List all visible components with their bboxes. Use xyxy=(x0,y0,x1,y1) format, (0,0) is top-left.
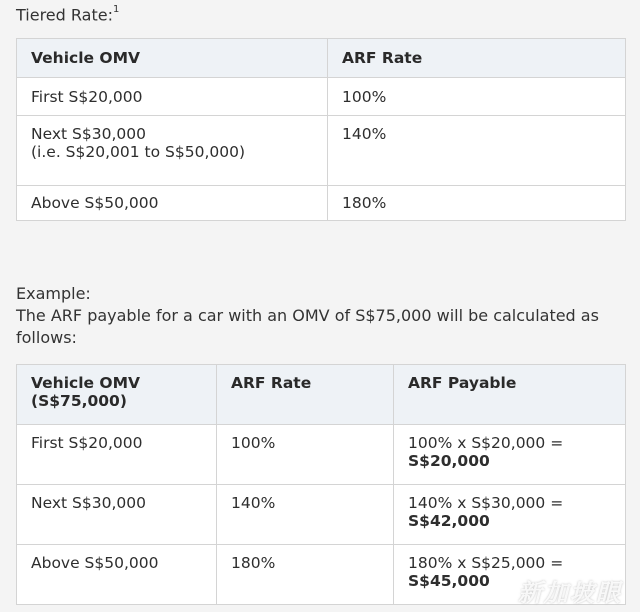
cell-payable xyxy=(394,425,626,485)
header-omv-text: Vehicle OMV xyxy=(31,374,141,392)
payable-result: S$20,000 xyxy=(408,452,490,470)
example-description: The ARF payable for a car with an OMV of S$75,000 will be calculated as follows: xyxy=(16,306,599,347)
example-label: Example: xyxy=(16,284,91,303)
omv-text: Next S$30,000 xyxy=(31,125,146,143)
cell-omv: First S$20,000 xyxy=(17,425,217,485)
cell-rate: 140% xyxy=(217,485,394,545)
heading-text: Tiered Rate: xyxy=(16,5,113,25)
cell-omv: First S$20,000 xyxy=(17,78,328,116)
arf-calculation-table xyxy=(16,364,626,605)
cell-omv: Next S$30,000 xyxy=(17,485,217,545)
example-text xyxy=(16,283,636,349)
header-arf-rate: ARF Rate xyxy=(328,39,626,78)
table-row xyxy=(17,78,626,116)
table-row xyxy=(17,116,626,186)
cell-rate: 180% xyxy=(217,545,394,605)
table-row xyxy=(17,186,626,221)
tiered-rate-table xyxy=(16,38,626,221)
table-row xyxy=(17,425,626,485)
header-omv-sub: (S$75,000) xyxy=(31,392,127,410)
header-vehicle-omv: Vehicle OMV xyxy=(17,39,328,78)
cell-rate: 100% xyxy=(328,78,626,116)
cell-omv: Above S$50,000 xyxy=(17,186,328,221)
cell-omv xyxy=(17,116,328,186)
table-header-row xyxy=(17,365,626,425)
header-arf-payable: ARF Payable xyxy=(394,365,626,425)
header-vehicle-omv xyxy=(17,365,217,425)
watermark-logo: 新加坡眼 xyxy=(518,579,622,607)
payable-result: S$45,000 xyxy=(408,572,490,590)
cell-rate: 100% xyxy=(217,425,394,485)
payable-calc: 100% x S$20,000 = xyxy=(408,434,564,452)
cell-rate: 180% xyxy=(328,186,626,221)
cell-omv: Above S$50,000 xyxy=(17,545,217,605)
table-header-row xyxy=(17,39,626,78)
payable-calc: 180% x S$25,000 = xyxy=(408,554,564,572)
cell-payable xyxy=(394,485,626,545)
omv-note: (i.e. S$20,001 to S$50,000) xyxy=(31,143,246,161)
tiered-rate-heading xyxy=(16,2,119,25)
payable-result: S$42,000 xyxy=(408,512,490,530)
table-row xyxy=(17,485,626,545)
footnote-marker[interactable]: 1 xyxy=(112,4,120,15)
payable-calc: 140% x S$30,000 = xyxy=(408,494,564,512)
cell-rate: 140% xyxy=(328,116,626,186)
header-arf-rate: ARF Rate xyxy=(217,365,394,425)
